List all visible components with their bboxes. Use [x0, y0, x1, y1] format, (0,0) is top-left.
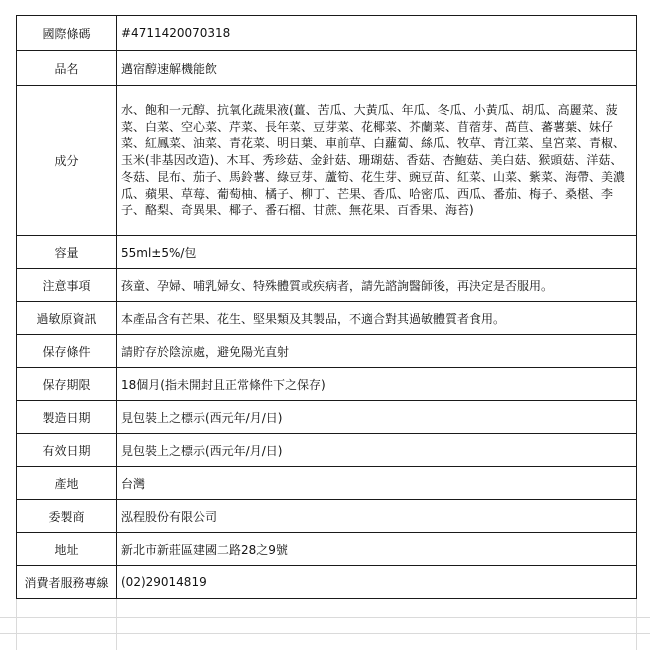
volume-label: 容量: [17, 236, 117, 269]
product-name-value: 邁宿醇速解機能飲: [117, 51, 637, 86]
commissioning-company-label: 委製商: [17, 500, 117, 533]
row-expiry-date: [17, 434, 637, 467]
expiry-date-label: 有效日期: [17, 434, 117, 467]
sheet-gridline: [0, 617, 650, 618]
volume-value: 55ml±5%/包: [117, 236, 637, 269]
address-label: 地址: [17, 533, 117, 566]
ingredients-label: 成分: [17, 86, 117, 236]
row-barcode: [17, 16, 637, 51]
row-allergen-info: [17, 302, 637, 335]
allergen-info-label: 過敏原資訊: [17, 302, 117, 335]
commissioning-company-value: 泓程股份有限公司: [117, 500, 637, 533]
product-spec-table: [16, 15, 637, 599]
sheet-gridline: [116, 599, 117, 650]
shelf-life-label: 保存期限: [17, 368, 117, 401]
address-value: 新北市新莊區建國二路28之9號: [117, 533, 637, 566]
shelf-life-value: 18個月(指未開封且正常條件下之保存): [117, 368, 637, 401]
product-name-label: 品名: [17, 51, 117, 86]
storage-conditions-label: 保存條件: [17, 335, 117, 368]
manufacture-date-value: 見包裝上之標示(西元年/月/日): [117, 401, 637, 434]
storage-conditions-value: 請貯存於陰涼處，避免陽光直射: [117, 335, 637, 368]
allergen-info-value: 本產品含有芒果、花生、堅果類及其製品，不適合對其過敏體質者食用。: [117, 302, 637, 335]
row-address: [17, 533, 637, 566]
row-shelf-life: [17, 368, 637, 401]
origin-label: 產地: [17, 467, 117, 500]
manufacture-date-label: 製造日期: [17, 401, 117, 434]
precautions-value: 孩童、孕婦、哺乳婦女、特殊體質或疾病者，請先諮詢醫師後，再決定是否服用。: [117, 269, 637, 302]
sheet-gridline: [0, 633, 650, 634]
customer-service-line-value: (02)29014819: [117, 566, 637, 599]
row-storage-conditions: [17, 335, 637, 368]
customer-service-line-label: 消費者服務專線: [17, 566, 117, 599]
sheet-gridline: [636, 599, 637, 650]
precautions-label: 注意事項: [17, 269, 117, 302]
expiry-date-value: 見包裝上之標示(西元年/月/日): [117, 434, 637, 467]
row-customer-service-line: [17, 566, 637, 599]
row-precautions: [17, 269, 637, 302]
row-ingredients: [17, 86, 637, 236]
ingredients-value: 水、飽和一元醇、抗氧化蔬果液(薑、苦瓜、大黃瓜、年瓜、冬瓜、小黃瓜、胡瓜、高麗菜、菠菜、白菜、空心菜、芹菜、長年菜、豆芽菜、花椰菜、芥蘭菜、苜蓿芽、萵苣、蕃薯葉、妹仔菜、紅鳳菜、油菜、青花菜、明日葉、車前草、白蘿蔔、絲瓜、牧草、青江菜、皇宮菜、青椒、玉米(非基因改造)、木耳、秀珍菇、金針菇、珊瑚菇、香菇、杏鮑菇、美白菇、猴頭菇、洋菇、冬菇、昆布、茄子、馬鈴薯、綠豆芽、蘆筍、花生芽、豌豆苗、紅菜、山菜、紫菜、海帶、美濃瓜、蘋果、草莓、葡萄柚、橘子、柳丁、芒果、香瓜、哈密瓜、西瓜、番茄、梅子、桑椹、李子、酪梨、奇異果、椰子、番石榴、甘蔗、無花果、百香果、海苔): [117, 86, 637, 236]
row-volume: [17, 236, 637, 269]
origin-value: 台灣: [117, 467, 637, 500]
barcode-value: #4711420070318: [117, 16, 637, 51]
row-manufacture-date: [17, 401, 637, 434]
row-product-name: [17, 51, 637, 86]
row-origin: [17, 467, 637, 500]
barcode-label: 國際條碼: [17, 16, 117, 51]
row-commissioning-company: [17, 500, 637, 533]
sheet-gridline: [16, 599, 17, 650]
